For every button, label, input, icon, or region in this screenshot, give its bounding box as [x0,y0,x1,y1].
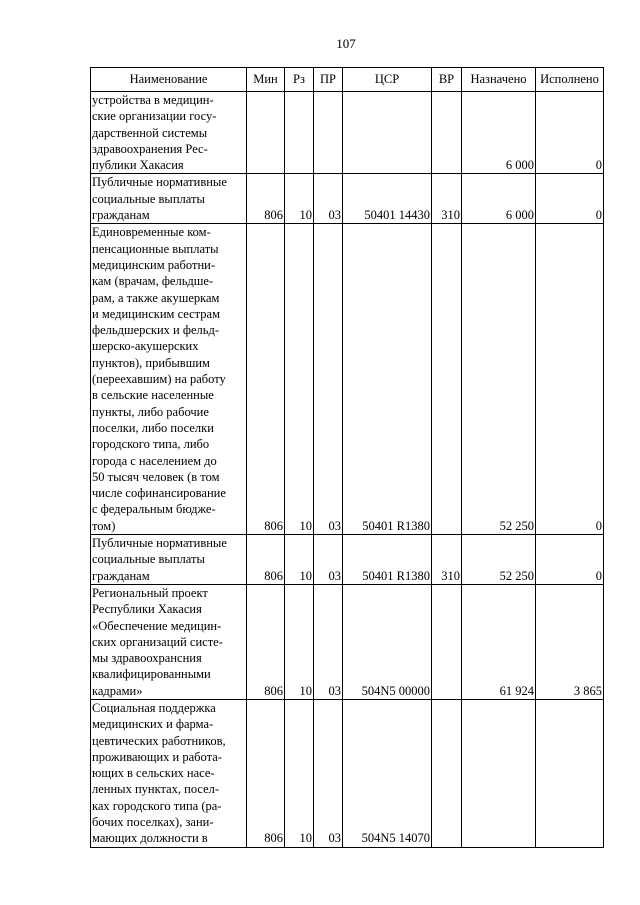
cell-ispolneno: 3 865 [536,584,604,699]
cell-pr [314,92,343,174]
cell-pr: 03 [314,584,343,699]
table-row [91,224,604,535]
header-pr: ПР [314,68,343,92]
cell-min [247,92,285,174]
cell-vr [432,584,462,699]
cell-vr: 310 [432,174,462,224]
cell-csr: 504N5 00000 [343,584,432,699]
table-header-row [91,68,604,92]
page-number: 107 [336,36,356,51]
cell-name: устройства в медицин- ские организации госу- дарственной системы здравоохранения Рес- публики Хакасия [91,92,247,174]
cell-naznacheno: 61 924 [462,584,536,699]
cell-naznacheno: 52 250 [462,535,536,585]
cell-csr: 50401 R1380 [343,224,432,535]
cell-rz: 10 [285,699,314,847]
cell-csr: 504N5 14070 [343,699,432,847]
table-row [91,92,604,174]
cell-vr [432,224,462,535]
header-ispolneno: Исполнено [536,68,604,92]
table-row [91,584,604,699]
cell-name: Публичные нормативные социальные выплаты гражданам [91,535,247,585]
header-name: Наименование [91,68,247,92]
cell-csr: 50401 R1380 [343,535,432,585]
cell-rz: 10 [285,535,314,585]
cell-csr: 50401 14430 [343,174,432,224]
cell-naznacheno [462,699,536,847]
table-row [91,535,604,585]
cell-pr: 03 [314,535,343,585]
cell-naznacheno: 52 250 [462,224,536,535]
cell-vr [432,92,462,174]
header-rz: Рз [285,68,314,92]
cell-min: 806 [247,535,285,585]
cell-min: 806 [247,224,285,535]
header-naznacheno: Назначено [462,68,536,92]
cell-ispolneno [536,699,604,847]
table-row [91,174,604,224]
cell-rz: 10 [285,174,314,224]
header-vr: ВР [432,68,462,92]
cell-ispolneno: 0 [536,92,604,174]
cell-ispolneno: 0 [536,174,604,224]
cell-name: Единовременные ком- пенсационные выплаты медицинским работни- кам (врачам, фельдше- рам, а также акушеркам и медицинским сестрам фельдшерских и фельд- шерско-акушерских пунктов), прибывшим (переехавшим) на работу в сельские населенные пункты, либо рабочие поселки, либо поселки городского типа, либо города с населением до 50 тысяч человек (в том числе софинансирование с федеральным бюдже- том) [91,224,247,535]
cell-pr: 03 [314,224,343,535]
cell-naznacheno: 6 000 [462,174,536,224]
cell-csr [343,92,432,174]
cell-min: 806 [247,584,285,699]
cell-pr: 03 [314,174,343,224]
table-row [91,699,604,847]
cell-min: 806 [247,699,285,847]
cell-name: Региональный проект Республики Хакасия «Обеспечение медицин- ских организаций систе- мы здравоохрансния квалифицированными кадрами» [91,584,247,699]
cell-name: Социальная поддержка медицинских и фарма- цевтических работников, проживающих и работа- ющих в сельских насе- ленных пунктах, посел- ках городского типа (ра- бочих поселках), зани- мающих должности в [91,699,247,847]
cell-pr: 03 [314,699,343,847]
cell-rz [285,92,314,174]
cell-min: 806 [247,174,285,224]
cell-rz: 10 [285,224,314,535]
cell-ispolneno: 0 [536,535,604,585]
budget-table [90,67,604,848]
cell-vr: 310 [432,535,462,585]
cell-vr [432,699,462,847]
header-min: Мин [247,68,285,92]
cell-ispolneno: 0 [536,224,604,535]
header-csr: ЦСР [343,68,432,92]
cell-rz: 10 [285,584,314,699]
cell-naznacheno: 6 000 [462,92,536,174]
cell-name: Публичные нормативные социальные выплаты гражданам [91,174,247,224]
